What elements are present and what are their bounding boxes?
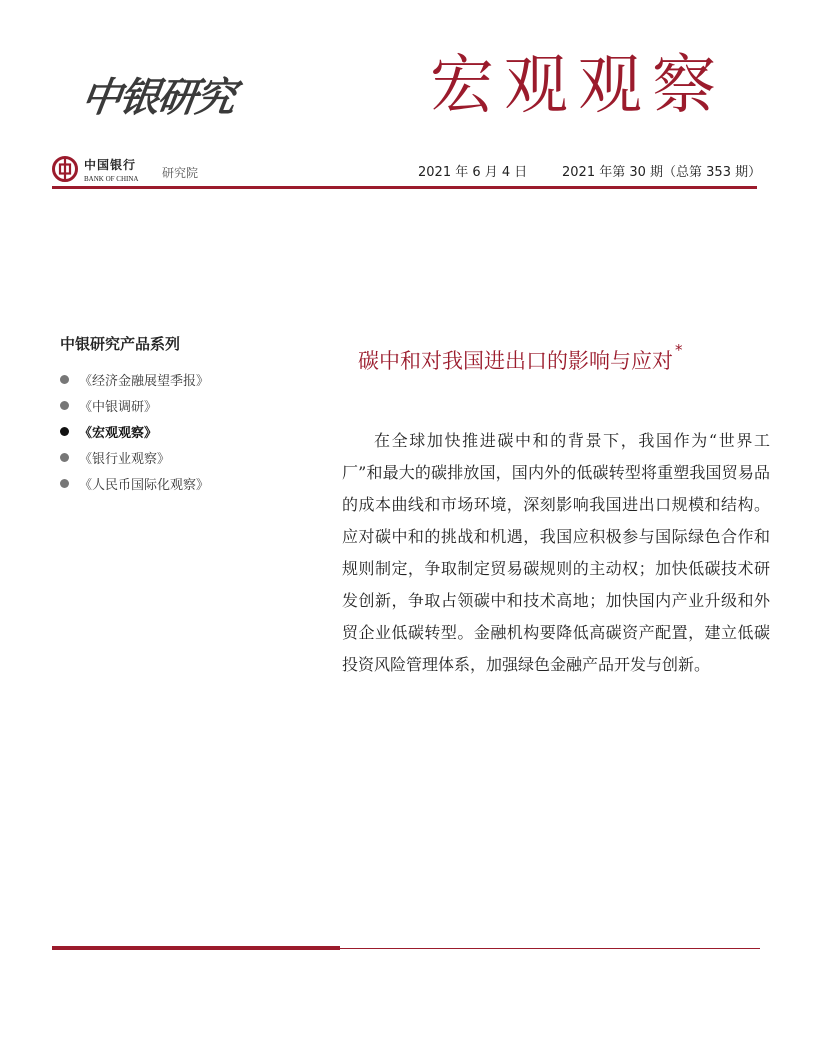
footer-divider-accent [52,946,340,950]
article-abstract: 在全球加快推进碳中和的背景下，我国作为“世界工厂”和最大的碳排放国，国内外的低碳转型将重塑我国贸易品的成本曲线和市场环境，深刻影响我国进出口规模和结构。应对碳中和的挑战和机遇，我国应积极参与国际绿色合作和规则制定，争取制定贸易碳规则的主动权；加快低碳技术研发创新，争取占领碳中和技术高地；加快国内产业升级和外贸企业低碳转型。金融机构要降低高碳资产配置，建立低碳投资风险管理体系，加强绿色金融产品开发与创新。 [342,431,770,674]
series-item [60,470,209,496]
series-list [60,366,209,496]
series-item [60,366,209,392]
bullet-icon [60,375,69,384]
bullet-icon [60,401,69,410]
series-item-label: 《宏观观察》 [79,425,158,441]
header-divider [52,186,757,189]
masthead-title: 宏观观察 [430,49,726,123]
article-title-text: 碳中和对我国进出口的影响与应对 [358,349,673,373]
series-title: 中银研究产品系列 [60,335,181,353]
series-item [60,444,209,470]
bank-of-china-logo-icon [52,156,78,182]
bank-name-cn: 中国银行 [84,158,137,172]
series-item-label: 《银行业观察》 [79,451,171,467]
series-item-label: 《经济金融展望季报》 [79,373,210,389]
institute-label: 研究院 [162,166,199,180]
footnote-mark: * [675,341,683,359]
issue-date: 2021 年 6 月 4 日 [418,165,528,180]
issue-number: 2021 年第 30 期（总第 353 期） [562,165,762,180]
bullet-icon [60,479,69,488]
article-title [358,341,683,375]
bullet-icon [60,453,69,462]
bank-name-en: BANK OF CHINA [84,175,139,183]
series-item-current [60,418,209,444]
series-item-label: 《中银调研》 [79,399,158,415]
calligraphy-logo: 中银研究 [78,74,237,121]
bullet-icon [60,427,69,436]
series-item [60,392,209,418]
series-item-label: 《人民币国际化观察》 [79,477,210,493]
